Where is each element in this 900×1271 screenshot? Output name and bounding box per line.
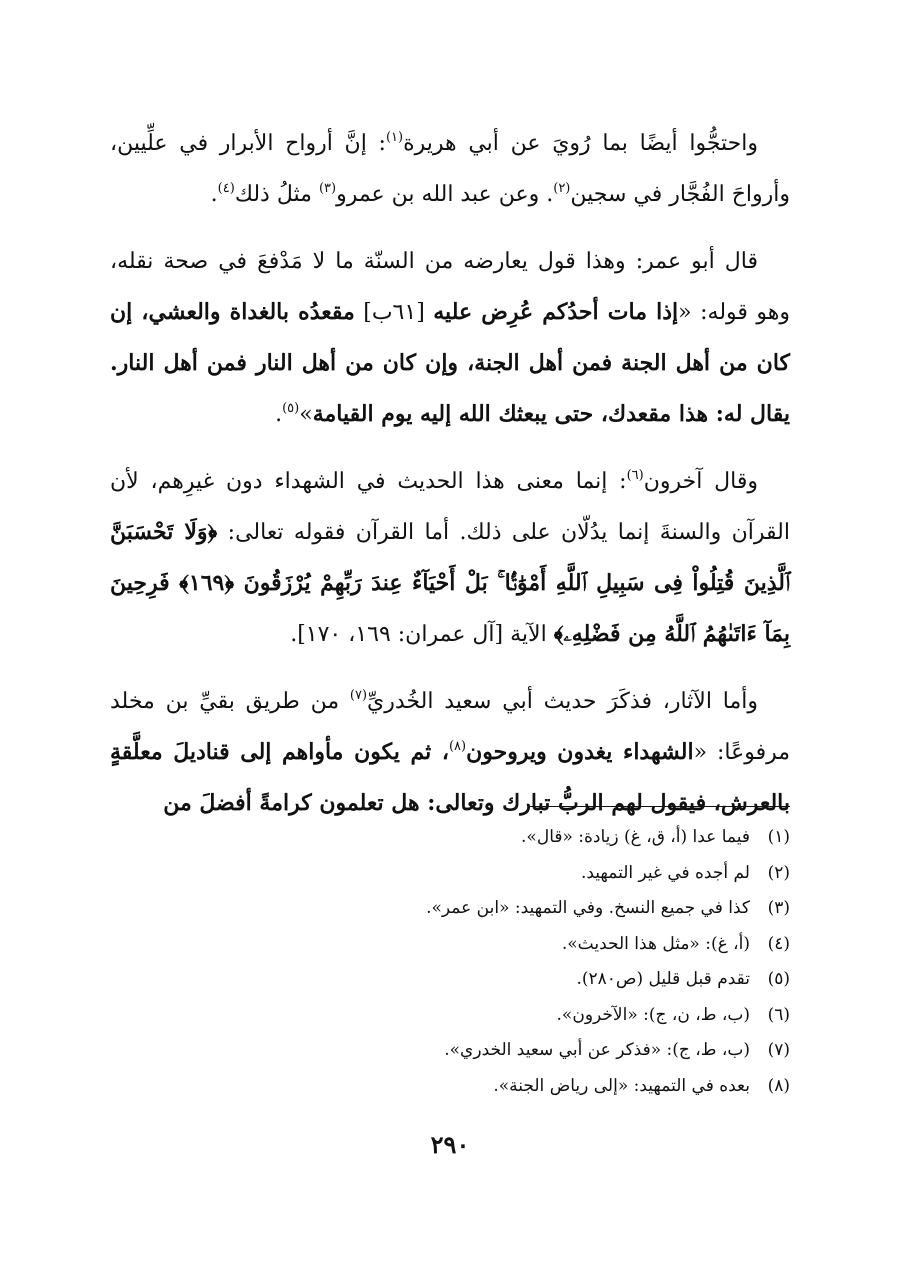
hadith-text: إذا مات أحدُكم عُرِض عليه <box>433 299 679 325</box>
footnote-separator <box>530 806 790 807</box>
footnotes-section <box>110 820 790 1104</box>
footnote-number: (٦) <box>767 1004 790 1025</box>
paragraph-text: . <box>210 182 218 207</box>
footnote <box>110 1069 790 1105</box>
footnote <box>110 856 790 892</box>
footnote-text: (ب، ط، ن، ج): «الآخرون». <box>556 1004 750 1025</box>
footnote-text: بعده في التمهيد: «إلى رياض الجنة». <box>493 1075 750 1096</box>
paragraph-text: قال أبو عمر: وهذا قول يعارضه من السنّة ما لا مَدْفعَ في صحة نقله، وهو قوله: « <box>110 249 790 325</box>
footnote <box>110 891 790 927</box>
hadith-text: ، ثم يكون مأواهم إلى قناديلَ معلَّقةٍ بالعرش، فيقول لهم الربُّ تبارك وتعالى: هل تعلمون كرامةً أفضلَ من <box>110 739 790 816</box>
quran-verse: ﴿وَلَا تَحْسَبَنَّ ٱلَّذِينَ قُتِلُواْ فِى سَبِيلِ ٱللَّهِ أَمْوَٰتًۢا ۚ بَلْ أَحْيَآءٌ عِندَ رَبِّهِمْ يُرْزَقُونَ ﴿١٦٩﴾ فَرِحِينَ بِمَآ ءَاتَىٰهُمُ ٱللَّهُ مِن فَضْلِهِۦ﴾ <box>110 519 790 647</box>
hadith-text: الشهداء يغدون ويروحون <box>466 739 694 765</box>
footnote-number: (٧) <box>767 1040 790 1060</box>
footnote-text: تقدم قبل قليل (ص٢٨٠). <box>576 969 750 989</box>
paragraph-text: واحتجُّوا أيضًا بما رُويَ عن أبي هريرة <box>403 131 758 156</box>
paragraph-1 <box>110 118 790 220</box>
paragraph-text: . <box>275 402 283 427</box>
footnote-number: (٨) <box>767 1075 790 1096</box>
footnote-text: فيما عدا (أ، ق، غ) زيادة: «قال». <box>521 827 750 847</box>
paragraph-text: وقال آخرون <box>643 469 758 494</box>
footnote-number: (٣) <box>767 898 790 918</box>
footnote-text: كذا في جميع النسخ. وفي التمهيد: «ابن عمر». <box>426 898 750 918</box>
footnote-number: (٢) <box>767 862 790 883</box>
footnote-number: (٤) <box>767 933 790 954</box>
footnote-ref[interactable]: (١) <box>385 130 404 145</box>
paragraph-text: » <box>299 402 313 427</box>
main-text <box>110 118 790 829</box>
footnote <box>110 998 790 1034</box>
footnote-ref[interactable]: (٦) <box>626 468 644 483</box>
manuscript-folio-marker: [٦١ب] <box>354 300 434 325</box>
footnote <box>110 927 790 963</box>
footnote-ref[interactable]: (٢) <box>553 181 571 196</box>
paragraph-text: من طريق بقيِّ بن مخلد مرفوعًا: « <box>110 689 791 765</box>
paragraph-3 <box>110 456 790 660</box>
footnote-text: لم أجده في غير التمهيد. <box>580 862 750 883</box>
footnote-text: (ب، ط، ج): «فذكر عن أبي سعيد الخدري». <box>444 1040 750 1060</box>
footnote-text: (أ، غ): «مثل هذا الحديث». <box>561 933 750 954</box>
footnote-ref[interactable]: (٥) <box>282 401 300 416</box>
paragraph-2 <box>110 236 790 440</box>
footnote-ref[interactable]: (٨) <box>448 739 467 754</box>
verse-citation: الآية [آل عمران: ١٦٩، ١٧٠]. <box>290 622 554 647</box>
footnote-ref[interactable]: (٣) <box>318 181 337 196</box>
footnote <box>110 962 790 998</box>
footnote-ref[interactable]: (٤) <box>217 181 235 196</box>
footnote <box>110 820 790 856</box>
paragraph-text: . وعن عبد الله بن عمرو <box>336 182 554 207</box>
hadith-text: مقعدُه بالغداة والعشي، إن كان من أهل الجنة فمن أهل الجنة، وإن كان من أهل النار فمن أهل النار. يقال له: هذا مقعدك، حتى يبعثك الله إليه يوم القيامة <box>110 299 790 427</box>
paragraph-text: : إنَّ أرواح الأبرار في علِّيين، وأرواحَ الفُجَّار في سجين <box>110 131 790 207</box>
footnote-number: (١) <box>767 827 790 847</box>
paragraph-text: : إنما معنى هذا الحديث في الشهداء دون غيرِهم، لأن القرآن والسنةَ إنما يدُلّان على ذلك. أما القرآن فقوله تعالى: <box>110 469 790 545</box>
footnote-ref[interactable]: (٧) <box>349 688 368 703</box>
footnote <box>110 1033 790 1069</box>
paragraph-text: مثلُ ذلك <box>234 182 319 207</box>
footnote-number: (٥) <box>767 969 790 989</box>
paragraph-text: وأما الآثار، فذكَرَ حديث أبي سعيد الخُدريِّ <box>367 689 758 714</box>
page-number: ٢٩٠ <box>430 1130 470 1159</box>
